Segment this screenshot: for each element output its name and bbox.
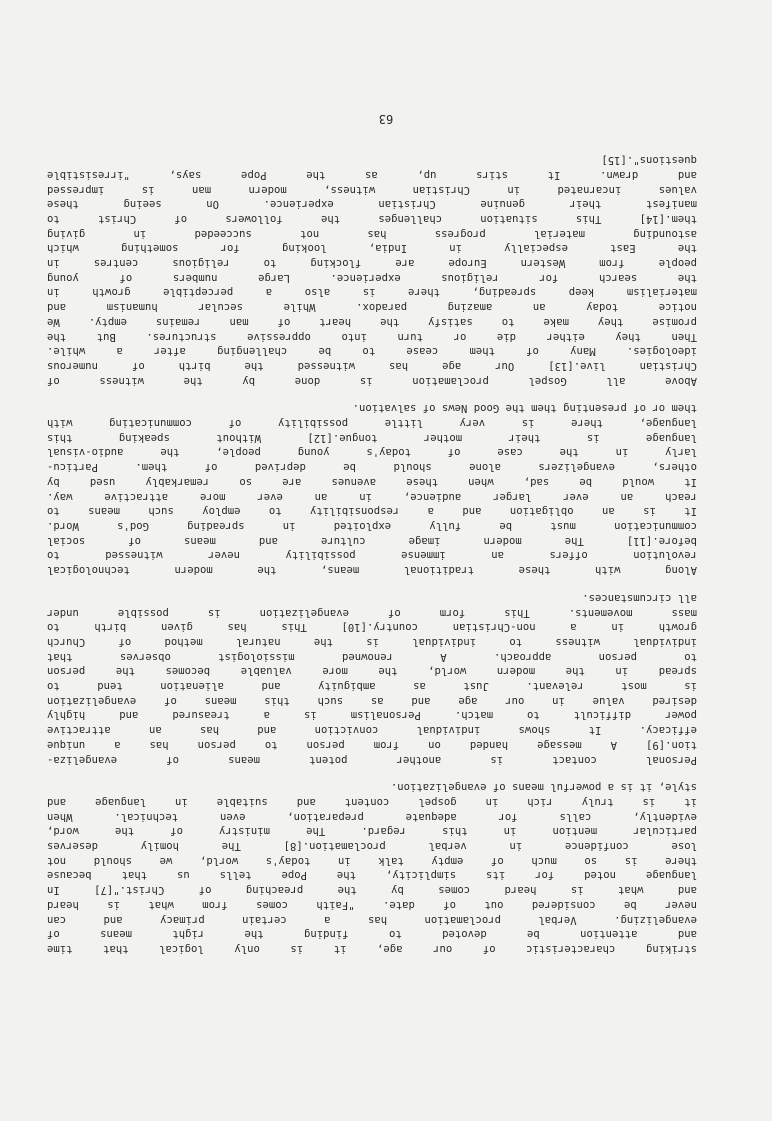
text-line: never be considered out of date. "Faith comes from what is heard <box>47 898 697 911</box>
text-line: astounding material progress has not succeeded in giving <box>47 227 697 240</box>
text-line: manifest their genuine Christian experience. On seeing these <box>47 198 697 211</box>
text-line: language, there is very little possibility of communicating with <box>47 417 697 430</box>
text-line: It would be sad, when these avenues are so remarkably used by <box>47 475 697 488</box>
text-line: promise they make to satisfy the heart of man remains empty. We <box>47 315 697 328</box>
body-text <box>47 139 697 956</box>
text-line: and what is heard comes by the preaching of Christ."[7] In <box>47 884 697 897</box>
text-line: power difficult to match. Personalism is a treasured and highly <box>47 709 697 722</box>
text-line: individual witness to individual is the natural method of Church <box>47 635 697 648</box>
text-line: communication must be fully exploited in spreading God's Word. <box>47 520 697 533</box>
text-line: Along with these traditional means, the modern technological <box>47 564 697 577</box>
paragraph <box>47 401 697 577</box>
text-line: the search for religious experience. Large numbers of young <box>47 271 697 284</box>
paragraph <box>47 590 697 766</box>
text-line: reach an ever larger audience, in an ever more attractive way. <box>47 490 697 503</box>
text-line: and attention be devoted to finding the right means of <box>47 928 697 941</box>
text-line: notice today an amazing paradox. While secular humanism and <box>47 301 697 314</box>
text-line: is most relevant. Just as ambiguity and alienation tend to <box>47 680 697 693</box>
text-line: language is their mother tongue.[12] Without speaking this <box>47 431 697 444</box>
text-line: to person approach. A renowned missiologist observes that <box>47 650 697 663</box>
text-line: before.[11] The modern image culture and means of social <box>47 534 697 547</box>
text-line: Above all Gospel proclamation is done by the witness of <box>47 374 697 387</box>
text-line: ideologies. Many of them cease to be challenging after a while. <box>47 345 697 358</box>
text-line: language noted for its simplicity, the Pope tells us that because <box>47 869 697 882</box>
text-line: particular mention in this regard. The ministry of the word, <box>47 825 697 838</box>
text-line: style, it is a powerful means of evangelization. <box>390 781 697 794</box>
text-line: others, evangelizers alone should be deprived of them. Particu- <box>47 461 697 474</box>
paragraph <box>47 780 697 956</box>
text-line: all circumstances. <box>582 591 697 604</box>
text-line: efficacy. It shows individual conviction and has an attractive <box>47 724 697 737</box>
text-line: people from Western Europe are flocking to religious centres in <box>47 257 697 270</box>
text-line: them or of presenting them the Good News of salvation. <box>352 402 697 415</box>
text-line: desired value in our age and as such this means of evangelization <box>47 694 697 707</box>
text-line: it is truly rich in gospel content and suitable in language and <box>47 795 697 808</box>
page-number: 63 <box>378 112 394 126</box>
text-line: questions".[15] <box>601 154 697 167</box>
text-line: Then they either die or turn into oppressive structures. But the <box>47 330 697 343</box>
text-line: lose confidence in verbal proclamation.[8] The homily deserves <box>47 840 697 853</box>
text-line: larly in the case of today's young people, the audio-visual <box>47 446 697 459</box>
paragraph <box>47 152 697 387</box>
text-line: values incarnated in Christian witness, modern man is impressed <box>47 183 697 196</box>
text-line: tion.[9] A message handed on from person to person has a unique <box>47 738 697 751</box>
text-line: It is an obligation and a responsibility to employ such means to <box>47 505 697 518</box>
text-line: them.[14] This situation challenges the followers of Christ to <box>47 212 697 225</box>
text-line: Personal contact is another potent means of evangeliza- <box>47 753 697 766</box>
text-line: and drawn. It stirs up, as the Pope says, "irresistible <box>47 168 697 181</box>
text-line: growth in a non-Christian country.[10] This has given birth to <box>47 621 697 634</box>
text-line: striking characteristic of our age, it is only logical that time <box>47 943 697 955</box>
text-line: Christian live.[13] Our age has witnessed the birth of numerous <box>47 359 697 372</box>
text-line: materialism keep spreading, there is also a perceptible growth in <box>47 286 697 299</box>
text-line: revolution offers an immense possibility never witnessed to <box>47 549 697 562</box>
text-line: there is so much of empty talk in today's world, we should not <box>47 854 697 867</box>
text-line: the East especially in India, looking for something which <box>47 242 697 255</box>
text-line: mass movements. This form of evangelization is possible under <box>47 606 697 619</box>
text-line: spread in the modern world, the more valuable becomes the person <box>47 665 697 678</box>
text-line: evangelizing. Verbal proclamation has a certain primacy and can <box>47 913 697 926</box>
text-line: evidently, calls for adequate preparation, even technical. When <box>47 810 697 823</box>
